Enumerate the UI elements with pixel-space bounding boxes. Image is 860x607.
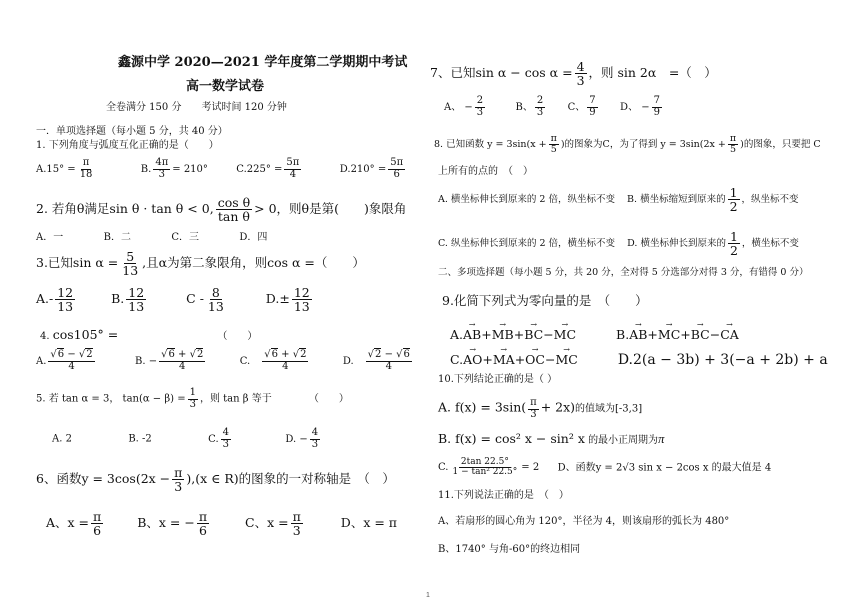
q2-option-c: C．三 (171, 232, 199, 243)
q6-option-c: C、x = $\frac{\pi}{3}$ (245, 509, 301, 539)
question-10-options-cd (438, 458, 771, 478)
question-9-stem: 9.化简下列式为零向量的是 （ ） (442, 293, 648, 308)
q8-option-b: B. 横坐标缩短到原来的 $\frac{1}{2}$ ，纵坐标不变 (627, 185, 799, 215)
question-8-options-cd (438, 230, 799, 257)
q7-option-c: C、 $\frac{7}{9}$ (567, 95, 596, 118)
q2-option-d: D．四 (239, 232, 268, 243)
q1-option-c: C.225° = $\frac{5\pi}{4}$ (236, 157, 300, 180)
q6-option-a: A、x = $\frac{\pi}{6}$ (46, 509, 102, 539)
question-4-options (36, 350, 414, 372)
q6-option-d: D、x = π (340, 515, 398, 531)
question-3-stem: 3.已知sin α = $\frac{5}{13}$ ,且α为第二象限角，则cos α =（ ） (36, 249, 365, 279)
q2-option-a: A．一 (36, 232, 64, 243)
q7-option-d: D、 − $\frac{7}{9}$ (620, 95, 660, 118)
q10-option-c: C. $\frac{2\tan 22.5^\circ}{\text{1 − tan² 22.5°}}$ = 2 (438, 457, 540, 478)
question-8-options-ab (438, 186, 799, 213)
q7-option-a: A、 − $\frac{2}{3}$ (444, 95, 484, 118)
q4-option-c: C. $\frac{√6 + √2}{4}$ (239, 349, 307, 372)
q9-option-c: C.→ AO+→ MA+→ OC−→ MC (450, 352, 578, 367)
question-8-line2: 上所有的点的 （ ） (438, 166, 533, 177)
exam-title: 鑫源中学 2020—2021 学年度第二学期期中考试 (118, 55, 408, 70)
q10-option-d: D、函数y = 2√3 sin x − 2cos x 的最大值是 4 (557, 462, 772, 474)
q2-option-b: B．二 (103, 232, 131, 243)
question-11-option-b: B、1740° 与角-60°的终边相同 (438, 544, 581, 555)
question-5-options (52, 428, 322, 450)
question-2-stem: 2. 若角θ满足sin θ · tan θ < 0, $\frac{\text{cos θ}}{\text{tan θ}}$ > 0，则θ是第( )象限角 (36, 195, 407, 225)
question-11-option-a: A、若扇形的圆心角为 120°，半径为 4，则该扇形的弧长为 480° (438, 516, 730, 527)
exam-subtitle: 高一数学试卷 (186, 79, 265, 94)
q5-option-b: B. -2 (128, 433, 152, 445)
q5-option-a: A. 2 (52, 433, 72, 445)
q1-option-b: B. $\frac{4\pi}{3}$ = 210° (140, 157, 208, 180)
question-1-stem: 1. 下列角度与弧度互化正确的是（ ） (36, 140, 219, 151)
q4-option-a: A. $\frac{√6 - √2}{4}$ (36, 349, 93, 372)
section-heading-multi-choice: 二、多项选择题（每小题 5 分，共 20 分，全对得 5 分选部分对得 3 分，有错得 0 分） (438, 267, 809, 278)
q5-option-d: D. − $\frac{4}{3}$ (285, 427, 319, 450)
question-4-stem: 4. cos105° = （ ） (40, 327, 258, 342)
question-5-stem: 5. 若 tan α = 3， tan(α − β) = $\frac{1}{3}$ ，则 tan β 等于 （ ） (36, 387, 349, 410)
question-9-options-cd (450, 352, 828, 368)
question-7-options (444, 96, 664, 118)
question-9-options-ab (450, 328, 739, 342)
q3-option-b: B. $\frac{12}{13}$ (111, 285, 145, 315)
question-8-stem: 8. 已知函数 y = 3sin(x + $\frac{\pi}{5}$ )的图象为C，为了得到 y = 3sin(2x + $\frac{\pi}{5}$ )的图象，只要把 C (434, 133, 821, 155)
question-1-options (36, 158, 407, 180)
q4-option-d: D. $\frac{√2 - √6}{4}$ (342, 349, 410, 372)
q8-option-a: A. 横坐标伸长到原来的 2 倍，纵坐标不变 (438, 194, 615, 206)
question-2-options (36, 232, 267, 244)
question-10-option-a: A. f(x) = 3sin( $\frac{\pi}{3}$ + 2x)的值域为[-3,3] (438, 397, 643, 420)
q7-option-b: B、 $\frac{2}{3}$ (515, 95, 544, 118)
question-7-stem: 7、已知sin α − cos α = $\frac{4}{3}$ ，则 sin 2α =（ ） (430, 59, 717, 89)
q3-option-d: D.± $\frac{12}{13}$ (265, 285, 310, 315)
question-3-options (36, 286, 314, 313)
exam-info: 全卷满分 150 分 考试时间 120 分钟 (106, 102, 287, 113)
q1-option-a: A.15° = $\frac{\pi}{18}$ (36, 157, 93, 180)
section-heading-single-choice: 一．单项选择题（每小题 5 分，共 40 分） (36, 126, 228, 137)
question-10-option-b: B. f(x) = cos² x − sin² x 的最小正周期为π (438, 431, 665, 446)
q9-option-a: A.→ AB+→ MB+→ BC−→ MC (450, 327, 576, 342)
q9-option-d: D.2(a − 3b) + 3(−a + 2b) + a (617, 352, 828, 368)
page-number: 1 (426, 592, 430, 599)
question-6-stem: 6、函数y = 3cos(2x − $\frac{\pi}{3}$ ),(x ∈ R)的图象的一对称轴是 （ ） (36, 465, 395, 495)
question-10-stem: 10.下列结论正确的是（ ） (438, 374, 558, 385)
q4-option-b: B. − $\frac{√6 + √2}{4}$ (135, 349, 204, 372)
question-11-stem: 11.下列说法正确的是 （ ） (438, 490, 569, 501)
question-6-options (46, 510, 397, 537)
q8-option-d: D. 横坐标伸长到原来的 $\frac{1}{2}$ ，横坐标不变 (627, 229, 799, 259)
q9-option-b: B.→ AB+→ MC+→ BC−→ CA (616, 327, 739, 342)
q3-option-c: C - $\frac{8}{13}$ (186, 285, 224, 315)
q3-option-a: A.- $\frac{12}{13}$ (36, 285, 74, 315)
q6-option-b: B、x = − $\frac{\pi}{6}$ (137, 509, 208, 539)
q5-option-c: C. $\frac{4}{3}$ (208, 427, 230, 450)
q1-option-d: D.210° = $\frac{5\pi}{6}$ (339, 157, 404, 180)
q8-option-c: C. 纵坐标伸长到原来的 2 倍，横坐标不变 (438, 238, 616, 250)
